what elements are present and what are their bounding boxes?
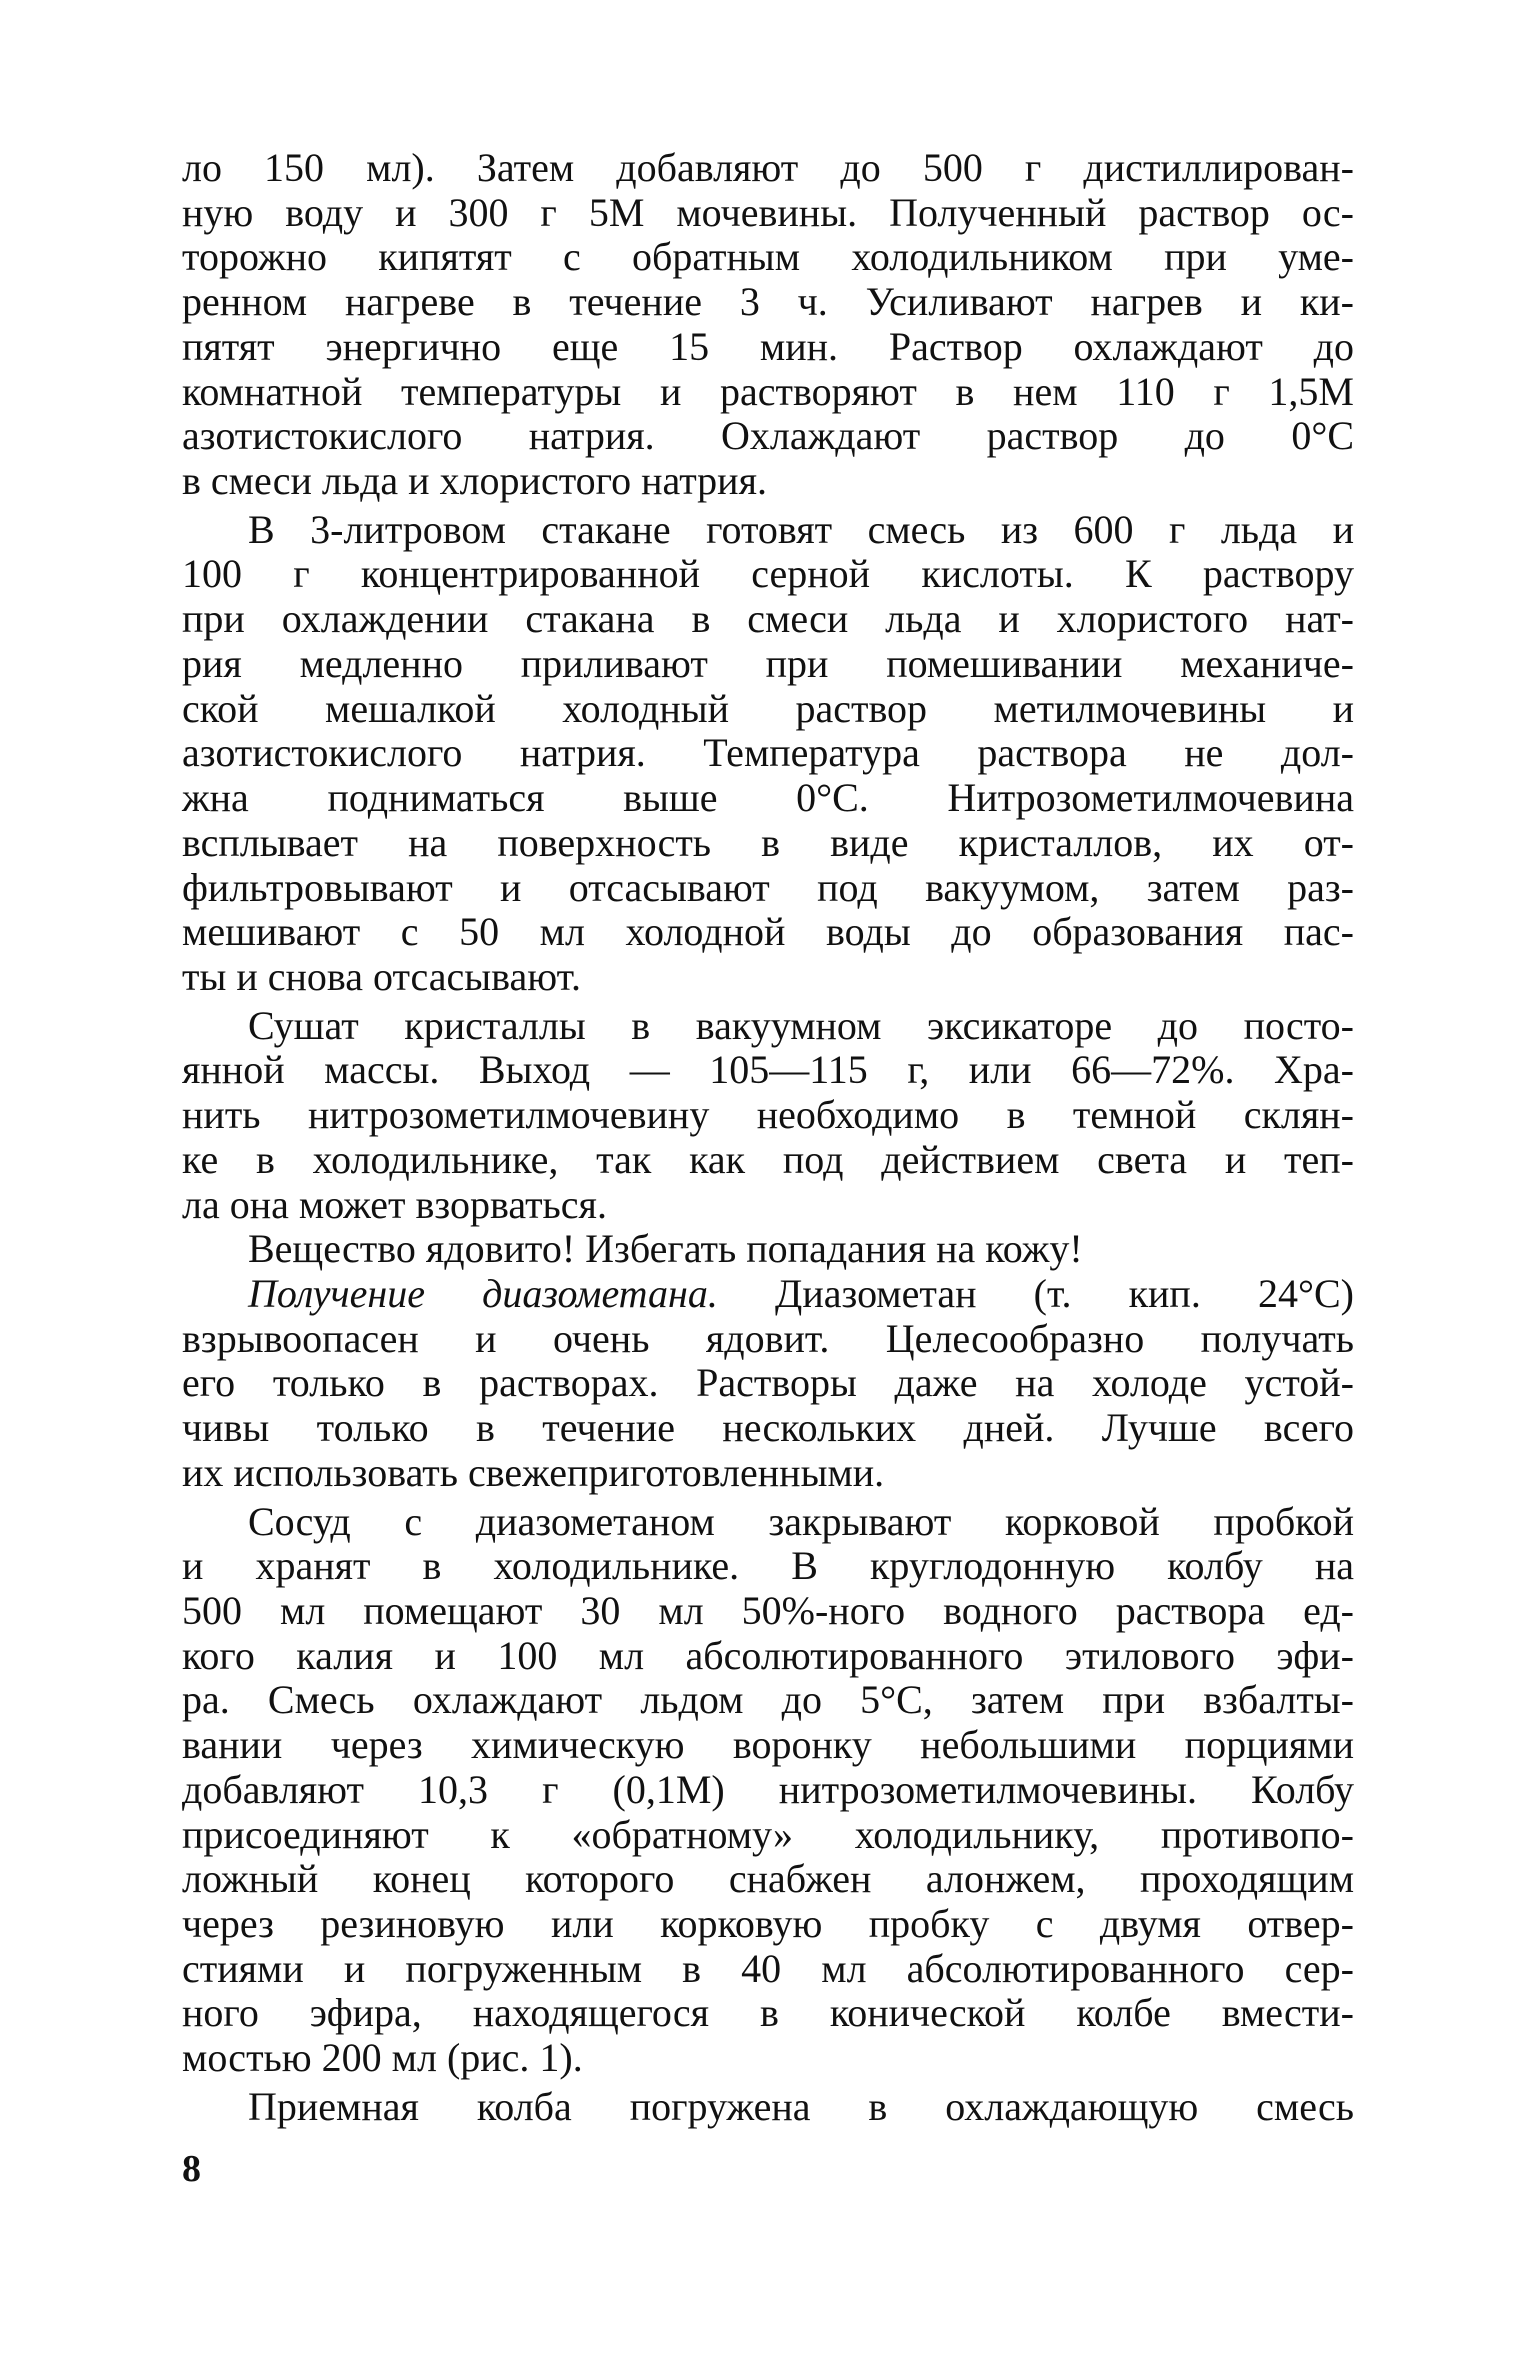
- text-line: ную воду и 300 г 5М мочевины. Полученный раствор ос-: [182, 189, 1354, 235]
- text-column: [182, 146, 1354, 2130]
- text-line: пятят энергично еще 15 мин. Раствор охлаждают до: [182, 323, 1354, 369]
- text-line: ного эфира, находящегося в конической колбе вмести-: [182, 1990, 1354, 2036]
- text-line: ла она может взорваться.: [182, 1181, 607, 1227]
- text-line: комнатной температуры и растворяют в нем 110 г 1,5М: [182, 368, 1354, 414]
- text-line: через резиновую или корковую пробку с двумя отвер-: [182, 1901, 1354, 1947]
- paragraph-6: [182, 1500, 1354, 2081]
- page-number: 8: [182, 2148, 201, 2190]
- text-line: 100 г концентрированной серной кислоты. К раствору: [182, 551, 1354, 597]
- section-run-in-heading: Получение диазометана.: [248, 1270, 718, 1316]
- text-line: торожно кипятят с обратным холодильником при уме-: [182, 234, 1354, 280]
- text-line: Приемная колба погружена в охлаждающую смесь: [248, 2083, 1354, 2129]
- paragraph-diazomethane: [182, 1272, 1354, 1496]
- text-line: чивы только в течение нескольких дней. Лучше всего: [182, 1405, 1354, 1451]
- text-line: добавляют 10,3 г (0,1М) нитрозометилмочевины. Колбу: [182, 1766, 1354, 1812]
- text-line: ра. Смесь охлаждают льдом до 5°С, затем при взбалты-: [182, 1677, 1354, 1723]
- text-line: азотистокислого натрия. Охлаждают раствор до 0°С: [182, 413, 1354, 459]
- text-line: взрывоопасен и очень ядовит. Целесообразно получать: [182, 1315, 1354, 1361]
- text-line: кого калия и 100 мл абсолютированного этилового эфи-: [182, 1632, 1354, 1678]
- text-line: нить нитрозометилмочевину необходимо в темной склян-: [182, 1092, 1354, 1138]
- text-line: 500 мл помещают 30 мл 50%-ного водного раствора ед-: [182, 1588, 1354, 1633]
- text-line: мешивают с 50 мл холодной воды до образования пас-: [182, 909, 1354, 955]
- text-line: ской мешалкой холодный раствор метилмочевины и: [182, 685, 1354, 731]
- text-line: при охлаждении стакана в смеси льда и хлористого нат-: [182, 596, 1354, 642]
- text-line: В 3-литровом стакане готовят смесь из 600 г льда и: [248, 506, 1354, 552]
- text-line: всплывает на поверхность в виде кристаллов, их от-: [182, 819, 1354, 865]
- text-line: в смеси льда и хлористого натрия.: [182, 458, 767, 504]
- text-line: фильтровывают и отсасывают под вакуумом, затем раз-: [182, 864, 1354, 910]
- paragraph-1: [182, 146, 1354, 504]
- text-line: его только в растворах. Растворы даже на холоде устой-: [182, 1360, 1354, 1406]
- warning-paragraph: [182, 1227, 1354, 1272]
- paragraph-7: [182, 2085, 1354, 2130]
- paragraph-3: [182, 1004, 1354, 1228]
- text-line: ке в холодильнике, так как под действием света и теп-: [182, 1136, 1354, 1182]
- text-line: и хранят в холодильнике. В круглодонную колбу на: [182, 1543, 1354, 1589]
- text-line: Сушат кристаллы в вакуумном эксикаторе до посто-: [248, 1002, 1354, 1048]
- text-line: ренном нагреве в течение 3 ч. Усиливают нагрев и ки-: [182, 279, 1354, 325]
- text-line: рия медленно приливают при помешивании механиче-: [182, 640, 1354, 686]
- text-line: ложный конец которого снабжен алонжем, проходящим: [182, 1856, 1354, 1902]
- paragraph-2: [182, 508, 1354, 1000]
- text-line: мостью 200 мл (рис. 1).: [182, 2035, 583, 2081]
- text-line: Сосуд с диазометаном закрывают корковой пробкой: [248, 1498, 1354, 1544]
- warning-text: Вещество ядовито! Избегать попадания на кожу!: [248, 1226, 1083, 1272]
- text-line: ты и снова отсасывают.: [182, 953, 582, 999]
- text-line: вании через химическую воронку небольшими порциями: [182, 1722, 1354, 1768]
- text-line: стиями и погруженным в 40 мл абсолютированного сер-: [182, 1945, 1354, 1991]
- text-line: [182, 1272, 1354, 1317]
- text-line: азотистокислого натрия. Температура раствора не дол-: [182, 730, 1354, 776]
- text-line: присоединяют к «обратному» холодильнику, противопо-: [182, 1811, 1354, 1857]
- text-line: янной массы. Выход — 105—115 г, или 66—72%. Хра-: [182, 1047, 1354, 1093]
- text-line: ло 150 мл). Затем добавляют до 500 г дистиллирован-: [182, 145, 1354, 190]
- text-line: их использовать свежеприготовленными.: [182, 1449, 885, 1495]
- text-line: жна подниматься выше 0°С. Нитрозометилмочевина: [182, 775, 1354, 821]
- text-run: Диазометан (т. кип. 24°С): [717, 1270, 1354, 1316]
